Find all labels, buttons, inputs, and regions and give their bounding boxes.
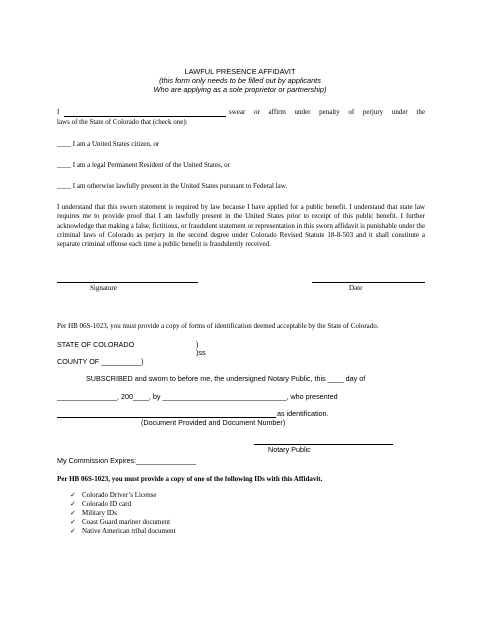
id-caption: (Document Provided and Document Number) xyxy=(141,418,286,427)
id-item-label: Colorado Driver’s License xyxy=(82,491,157,499)
signature-line[interactable] xyxy=(57,282,198,283)
checkmark-icon: ✓ xyxy=(70,491,76,499)
notary-public-label: Notary Public xyxy=(268,445,311,454)
id-list-item xyxy=(70,527,176,536)
option-us-citizen[interactable]: ____ I am a United States citizen, or xyxy=(57,140,160,148)
ids-heading: Per HB 06S-1023, you must provide a copy of one of the following IDs with this Affidavit. xyxy=(57,475,323,483)
oath-line-1: swear or affirm under penalty of perjury under the xyxy=(229,108,425,116)
form-subtitle-line-1: (this form only needs to be filled out by applicants xyxy=(159,76,321,85)
id-list-item xyxy=(70,500,131,509)
oath-line-2: laws of the State of Colorado that (check one): xyxy=(57,118,188,126)
id-item-label: Military IDs xyxy=(82,509,117,517)
id-list-item xyxy=(70,509,117,518)
form-title: LAWFUL PRESENCE AFFIDAVIT xyxy=(184,67,296,76)
state-label: STATE OF COLORADO xyxy=(57,340,135,349)
county-label: COUNTY OF __________) xyxy=(57,357,144,366)
checkmark-icon: ✓ xyxy=(70,500,76,508)
id-item-label: Native American tribal document xyxy=(82,527,176,535)
form-subtitle-line-2: Who are applying as a sole proprietor or partnership) xyxy=(153,85,327,94)
id-list-item xyxy=(70,491,157,500)
oath-prefix: I xyxy=(57,108,60,116)
applicant-name-line[interactable] xyxy=(64,116,226,117)
id-list-item xyxy=(70,518,170,527)
id-notice: Per HB 06S-1023, you must provide a copy of forms of identification deemed acceptable by the State of Colorado. xyxy=(57,322,379,330)
subscribed-sworn-text: SUBSCRIBED and sworn to before me, the undersigned Notary Public, this ____ day of xyxy=(86,374,366,383)
option-permanent-resident[interactable]: ____ I am a legal Permanent Resident of the United States, or xyxy=(57,161,231,169)
option-lawfully-present[interactable]: ____ I am otherwise lawfully present in the United States pursuant to Federal law. xyxy=(57,182,288,190)
ss-label: )ss xyxy=(196,348,206,357)
checkmark-icon: ✓ xyxy=(70,509,76,517)
id-item-label: Coast Guard mariner document xyxy=(82,518,171,526)
checkmark-icon: ✓ xyxy=(70,527,76,535)
checkmark-icon: ✓ xyxy=(70,518,76,526)
id-item-label: Colorado ID card xyxy=(82,500,131,508)
notary-date-line: _______________, 200____, by _______________________________, who presented xyxy=(57,392,338,401)
statement-paragraph: I understand that this sworn statement is required by law because I have applied for a public benefit. I understand that state law requires me to provide proof that I am lawfully present in the United States prior to receipt of this public benefit. I further acknowledge that making a false, fictitious, or fraudulent statement or representation in this sworn affidavit is punishable under the criminal laws of Colorado as perjury in the second degree under Colorado Revised Statute 18-8-503 and it shall constitute a separate criminal offense each time a public benefit is fraudulently received. xyxy=(57,203,425,249)
id-line-suffix: as identification. xyxy=(277,409,329,418)
commission-expires: My Commission Expires:_______________ xyxy=(57,456,197,465)
date-label: Date xyxy=(349,284,363,292)
date-line[interactable] xyxy=(312,282,425,283)
signature-label: Signature xyxy=(90,284,117,292)
state-paren: ) xyxy=(196,340,199,349)
